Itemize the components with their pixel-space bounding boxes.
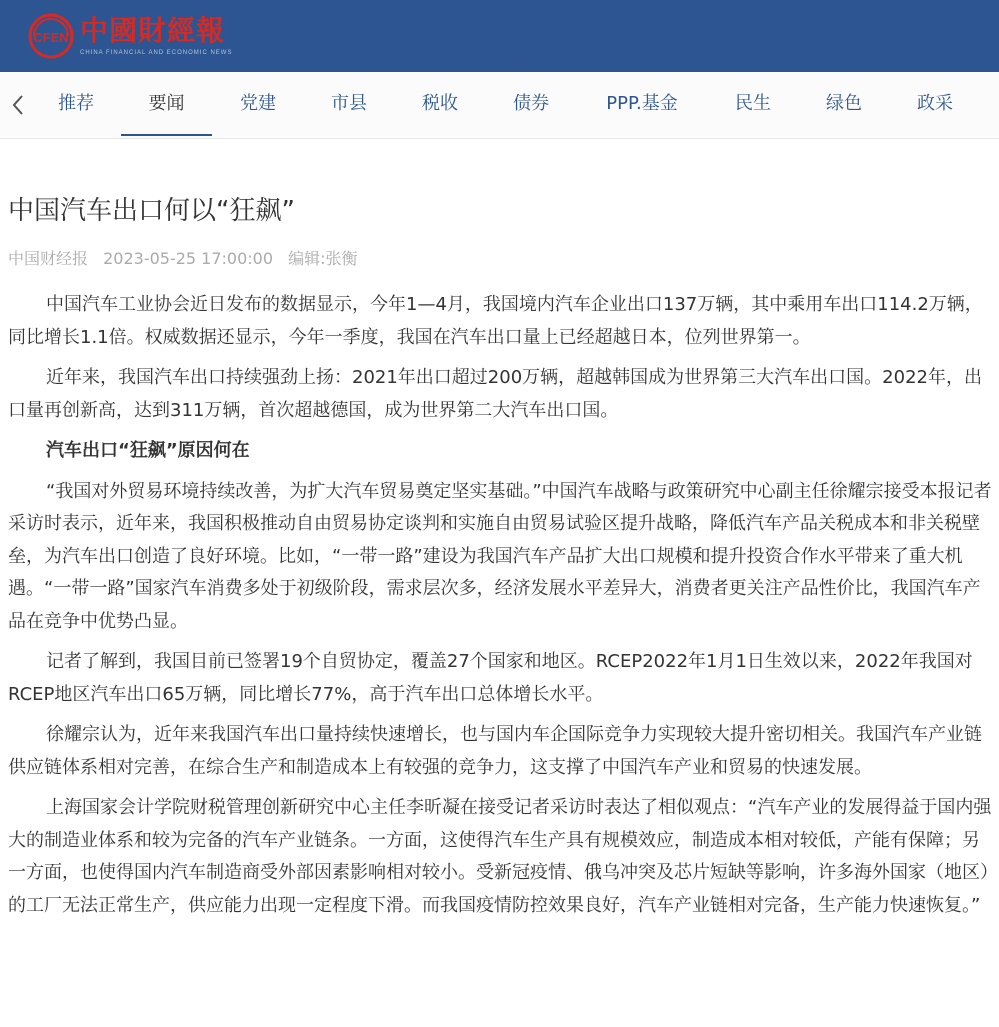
svg-text:CFEN: CFEN [33, 30, 69, 45]
chevron-left-icon[interactable] [8, 92, 30, 118]
cfen-logo-icon [28, 13, 74, 59]
logo-title: 中國財經報 [80, 14, 226, 47]
tab-bonds[interactable]: 债券 [513, 93, 549, 114]
article-meta [8, 248, 368, 270]
article-title: 中国汽车出口何以“狂飙” [8, 196, 295, 226]
paragraph: 上海国家会计学院财税管理创新研究中心主任李昕凝在接受记者采访时表达了相似观点：“汽车产业的发展得益于国内强大的制造业体系和较为完备的汽车产业链条。一方面，这使得汽车生产具有规模效应，制造成本相对较低，产能有保障；另一方面，也使得国内汽车制造商受外部因素影响相对较小。受新冠疫情、俄乌冲突及芯片短缺等影响，许多海外国家（地区）的工厂无法正常生产，供应能力出现一定程度下滑。而我国疫情防控效果良好，汽车产业链相对完备，生产能力快速恢复。” [8, 797, 992, 916]
tab-recommend[interactable]: 推荐 [58, 93, 94, 114]
article-datetime: 2023-05-25 17:00:00 [103, 249, 274, 268]
paragraph: 记者了解到，我国目前已签署19个自贸协定，覆盖27个国家和地区。RCEP2022年1月1日生效以来，2022年我国对RCEP地区汽车出口65万辆，同比增长77%，高于汽车出口总体增长水平。 [8, 651, 973, 705]
tab-green[interactable]: 绿色 [826, 93, 862, 114]
paragraph: “我国对外贸易环境持续改善，为扩大汽车贸易奠定坚实基础。”中国汽车战略与政策研究中心副主任徐耀宗接受本报记者采访时表示，近年来，我国积极推动自由贸易协定谈判和实施自由贸易试验区提升战略，降低汽车产品关税成本和非关税壁垒，为汽车出口创造了良好环境。比如，“一带一路”建设为我国汽车产品扩大出口规模和提升投资合作水平带来了重大机遇。“一带一路”国家汽车消费多处于初级阶段，需求层次多，经济发展水平差异大，消费者更关注产品性价比，我国汽车产品在竞争中优势凸显。 [8, 480, 992, 632]
paragraph: 徐耀宗认为，近年来我国汽车出口量持续快速增长，也与国内车企国际竞争力实现较大提升密切相关。我国汽车产业链供应链体系相对完善，在综合生产和制造成本上有较强的竞争力，这支撑了中国汽车产业和贸易的快速发展。 [8, 724, 982, 778]
category-nav [0, 72, 999, 139]
article-editor: 编辑:张衡 [288, 249, 358, 268]
tab-party-building[interactable]: 党建 [240, 93, 276, 114]
article-body [8, 289, 992, 930]
paragraph: 中国汽车工业协会近日发布的数据显示，今年1—4月，我国境内汽车企业出口137万辆，其中乘用车出口114.2万辆，同比增长1.1倍。权威数据还显示，今年一季度，我国在汽车出口量上已经超越日本，位列世界第一。 [8, 294, 983, 348]
tab-cities-counties[interactable]: 市县 [331, 93, 367, 114]
paragraph: 近年来，我国汽车出口持续强劲上扬：2021年出口超过200万辆，超越韩国成为世界第三大汽车出口国。2022年，出口量再创新高，达到311万辆，首次超越德国，成为世界第二大汽车出口国。 [8, 367, 982, 421]
site-logo[interactable] [28, 10, 232, 62]
section-heading: 汽车出口“狂飙”原因何在 [46, 440, 250, 461]
tab-headlines[interactable]: 要闻 [121, 72, 212, 136]
tab-livelihood[interactable]: 民生 [735, 93, 771, 114]
article-source: 中国财经报 [8, 249, 89, 268]
tab-procurement[interactable]: 政采 [917, 93, 953, 114]
logo-subtitle: CHINA FINANCIAL AND ECONOMIC NEWS [80, 50, 233, 56]
tab-ppp-fund[interactable]: PPP.基金 [606, 93, 678, 114]
top-header [0, 0, 999, 72]
tab-taxation[interactable]: 税收 [422, 93, 458, 114]
